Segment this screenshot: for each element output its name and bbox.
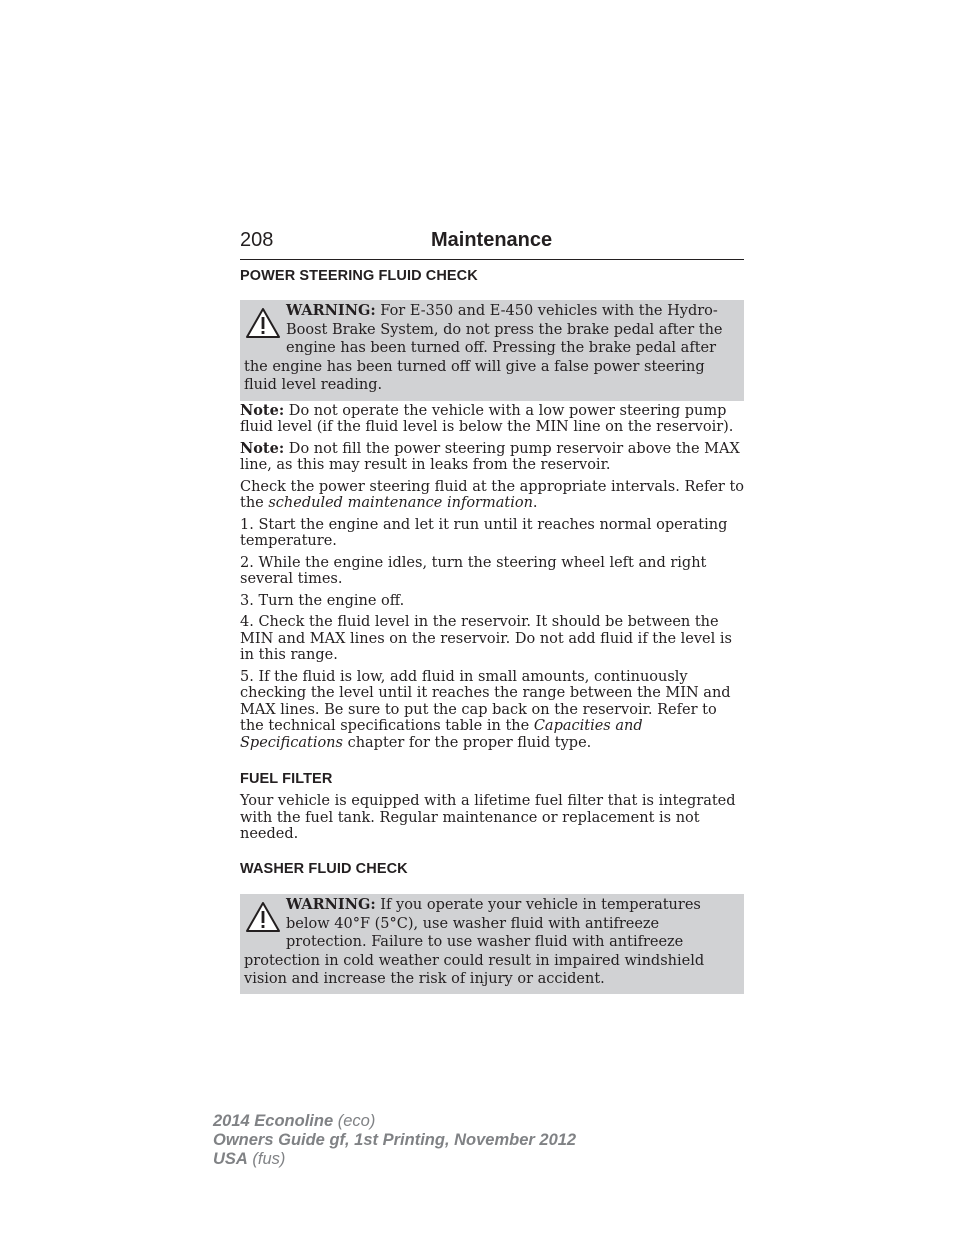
warning-triangle-icon (244, 900, 282, 934)
footer-region-line (213, 1150, 576, 1169)
footer-guide: Owners Guide gf, 1st Printing, November 2012 (213, 1131, 577, 1149)
page-footer (213, 1112, 576, 1169)
check-paragraph (240, 479, 744, 512)
note-label: Note: (240, 401, 285, 419)
footer-model: 2014 Econoline (213, 1112, 334, 1130)
check-text: Check the power steering fluid at the appropriate intervals. Refer to the (240, 478, 745, 512)
note-text: Do not operate the vehicle with a low power steering pump fluid level (if the fluid level is below the MIN line on the reservoir). (240, 402, 734, 436)
section-heading-power-steering: POWER STEERING FLUID CHECK (240, 268, 478, 284)
footer-region-code: (fus) (247, 1150, 286, 1168)
footer-guide-line (213, 1131, 576, 1150)
warning-box-power-steering (240, 300, 744, 401)
capacities-reference: Capacities and Specifications (240, 718, 643, 751)
note-overfill (240, 441, 744, 474)
fuel-filter-text: Your vehicle is equipped with a lifetime fuel filter that is integrated with the fuel tank. Regular maintenance or replacement is not needed. (240, 793, 736, 843)
footer-model-line (213, 1112, 576, 1131)
section-heading-washer-fluid: WASHER FLUID CHECK (240, 860, 408, 877)
note-text: Do not fill the power steering pump reservoir above the MAX line, as this may result in leaks from the reservoir. (240, 440, 740, 474)
page-header (240, 229, 744, 260)
step-2: 2. While the engine idles, turn the steering wheel left and right several times. (240, 554, 707, 588)
page-content (240, 266, 744, 996)
check-end: . (532, 495, 538, 512)
footer-region: USA (213, 1150, 248, 1168)
page-number: 208 (240, 229, 274, 251)
step-5-end: chapter for the proper fluid type. (342, 734, 592, 751)
warning-label: WARNING: (286, 895, 376, 913)
step-5 (240, 669, 744, 752)
footer-model-code: (eco) (333, 1112, 376, 1130)
scheduled-maintenance-reference: scheduled maintenance information (268, 495, 533, 512)
step-3: 3. Turn the engine off. (240, 592, 405, 609)
note-label: Note: (240, 439, 285, 457)
step-4: 4. Check the fluid level in the reservoir. It should be between the MIN and MAX lines on the reservoir. Do not add fluid if the level is in this range. (240, 614, 732, 664)
warning-text: If you operate your vehicle in temperatures below 40°F (5°C), use washer fluid with antifreeze protection. Failure to use washer fluid with antifreeze protection in cold weather could result in impaired windshield vision and increase the risk of injury or accident. (244, 896, 705, 988)
chapter-title: Maintenance (431, 229, 553, 251)
warning-box-washer-fluid (240, 894, 744, 994)
step-1: 1. Start the engine and let it run until it reaches normal operating temperature. (240, 516, 728, 550)
section-heading-fuel-filter: FUEL FILTER (240, 771, 333, 788)
warning-label: WARNING: (286, 302, 376, 319)
note-low-fluid (240, 403, 744, 436)
warning-triangle-icon (244, 306, 282, 340)
step-5-text: 5. If the fluid is low, add fluid in small amounts, continuously checking the level until it reaches the range between the MIN and MAX lines. Be sure to put the cap back on the reservoir. Refer to the technical specifications table in the (240, 668, 731, 735)
warning-text: For E-350 and E-450 vehicles with the Hydro-Boost Brake System, do not press the brake pedal after the engine has been turned off. Pressing the brake pedal after the engine has been turned off will give a false power steering fluid level reading. (244, 303, 723, 394)
